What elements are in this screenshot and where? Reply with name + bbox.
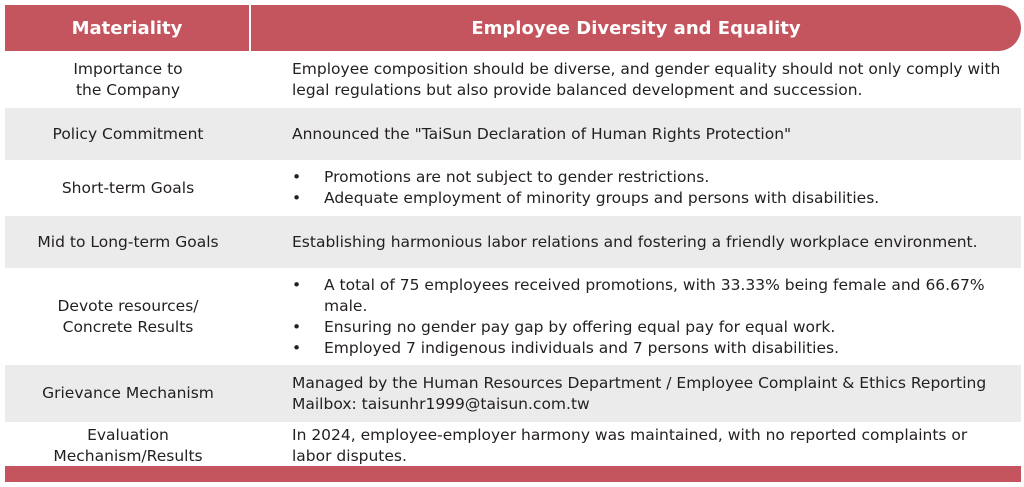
bullet-item xyxy=(292,338,1011,359)
bullet-icon: • xyxy=(292,275,302,294)
bullet-item xyxy=(292,167,1011,188)
row-value xyxy=(251,268,1021,365)
table-row xyxy=(5,160,1021,216)
materiality-table xyxy=(5,5,1021,470)
table-row xyxy=(5,216,1021,268)
bullet-item xyxy=(292,188,1011,209)
row-text: In 2024, employee-employer harmony was maintained, with no reported complaints or labor disputes. xyxy=(292,426,968,465)
bullet-text: A total of 75 employees received promotions, with 33.33% being female and 66.67% male. xyxy=(324,275,985,315)
row-value xyxy=(251,422,1021,470)
row-text: Announced the "TaiSun Declaration of Human Rights Protection" xyxy=(292,124,792,143)
row-value xyxy=(251,365,1021,422)
row-label: Evaluation Mechanism/Results xyxy=(53,426,203,465)
bullet-text: Promotions are not subject to gender restrictions. xyxy=(324,168,710,186)
row-value xyxy=(251,216,1021,268)
row-value xyxy=(251,108,1021,160)
table-row xyxy=(5,365,1021,422)
row-label: Grievance Mechanism xyxy=(42,384,214,402)
bullet-text: Employed 7 indigenous individuals and 7 persons with disabilities. xyxy=(324,338,840,357)
row-label: Policy Commitment xyxy=(52,124,204,143)
table-row xyxy=(5,268,1021,365)
table-footer-bar xyxy=(5,466,1021,482)
bullet-icon: • xyxy=(292,168,302,186)
table-row xyxy=(5,51,1021,108)
row-label: Devote resources/ Concrete Results xyxy=(57,296,199,336)
table-row xyxy=(5,422,1021,470)
bullet-item xyxy=(292,317,1011,338)
row-value xyxy=(251,51,1021,108)
header-materiality: Materiality xyxy=(5,5,249,51)
header-topic: Employee Diversity and Equality xyxy=(251,5,1021,51)
row-label: Mid to Long-term Goals xyxy=(37,232,219,251)
bullet-text: Adequate employment of minority groups and persons with disabilities. xyxy=(324,189,880,207)
table-header xyxy=(5,5,1021,51)
bullet-icon: • xyxy=(292,189,302,207)
bullet-icon: • xyxy=(292,338,302,357)
row-text: Managed by the Human Resources Department / Employee Complaint & Ethics Reporting Mailbox: taisunhr1999@taisun.com.tw xyxy=(292,373,987,413)
bullet-text: Ensuring no gender pay gap by offering equal pay for equal work. xyxy=(324,317,836,336)
table-row xyxy=(5,108,1021,160)
bullet-item xyxy=(292,275,1011,317)
row-label: Importance to the Company xyxy=(73,59,183,99)
bullet-icon: • xyxy=(292,317,302,336)
row-value xyxy=(251,160,1021,216)
row-label: Short-term Goals xyxy=(61,178,195,197)
row-text: Establishing harmonious labor relations and fostering a friendly workplace environment. xyxy=(292,232,978,251)
row-text: Employee composition should be diverse, and gender equality should not only comply with legal regulations but also provide balanced development and succession. xyxy=(292,59,1001,99)
